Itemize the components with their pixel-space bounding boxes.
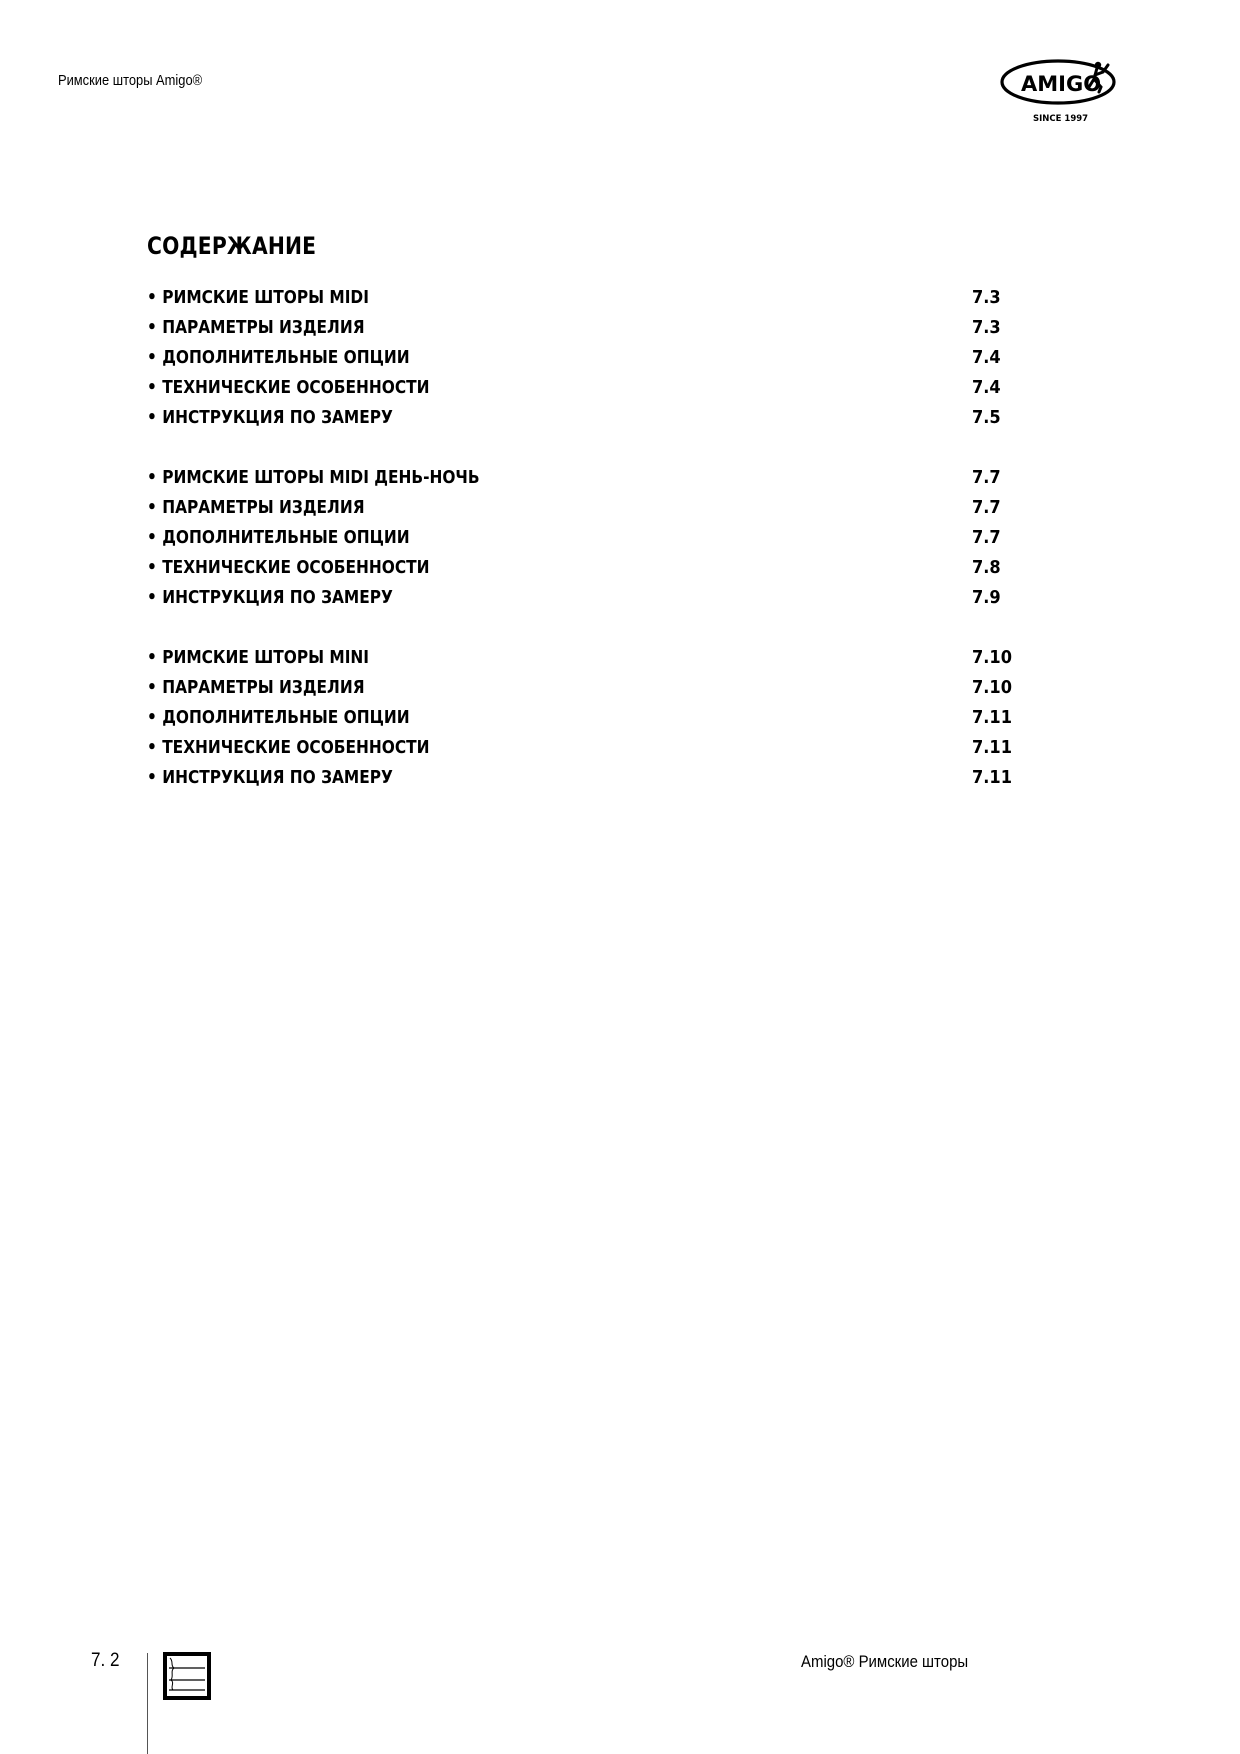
toc-entry-page: 7.4	[972, 377, 1001, 398]
toc-entry-page: 7.10	[972, 647, 1012, 668]
toc-entry-page: 7.3	[972, 317, 1001, 338]
toc-entry-label: • ДОПОЛНИТЕЛЬНЫЕ ОПЦИИ	[147, 707, 410, 728]
toc-entry-label: • ИНСТРУКЦИЯ ПО ЗАМЕРУ	[147, 407, 393, 428]
toc-title: СОДЕРЖАНИЕ	[147, 232, 317, 260]
toc-entry-page: 7.10	[972, 677, 1012, 698]
toc-entry-label: • РИМСКИЕ ШТОРЫ MIDI ДЕНЬ-НОЧЬ	[147, 467, 480, 488]
logo-wordmark: AMIGO	[1021, 72, 1102, 96]
toc-entry[interactable]	[147, 463, 1007, 493]
header-title: Римские шторы Amigo®	[58, 72, 203, 89]
page-number: 7. 2	[91, 1650, 120, 1671]
roman-shade-icon	[163, 1652, 211, 1700]
toc-group-midi-day-night	[147, 463, 1007, 613]
toc-entry-page: 7.7	[972, 497, 1001, 518]
toc-entry-page: 7.11	[972, 737, 1012, 758]
toc-entry[interactable]	[147, 373, 1007, 403]
toc-entry-label: • ТЕХНИЧЕСКИЕ ОСОБЕННОСТИ	[147, 377, 430, 398]
toc-entry[interactable]	[147, 553, 1007, 583]
toc-entry[interactable]	[147, 763, 1012, 793]
footer-divider	[147, 1653, 148, 1754]
toc-entry-label: • ПАРАМЕТРЫ ИЗДЕЛИЯ	[147, 677, 365, 698]
toc-entry-page: 7.11	[972, 707, 1012, 728]
toc-entry-label: • ПАРАМЕТРЫ ИЗДЕЛИЯ	[147, 317, 365, 338]
toc-entry-label: • ТЕХНИЧЕСКИЕ ОСОБЕННОСТИ	[147, 557, 430, 578]
toc-entry[interactable]	[147, 283, 1007, 313]
toc-entry-page: 7.9	[972, 587, 1001, 608]
toc-entry[interactable]	[147, 343, 1007, 373]
toc-entry-label: • ИНСТРУКЦИЯ ПО ЗАМЕРУ	[147, 767, 393, 788]
toc-entry-label: • ТЕХНИЧЕСКИЕ ОСОБЕННОСТИ	[147, 737, 430, 758]
footer-brand: Amigo® Римские шторы	[801, 1652, 969, 1671]
toc-entry[interactable]	[147, 313, 1007, 343]
toc-entry-page: 7.5	[972, 407, 1001, 428]
toc-entry[interactable]	[147, 733, 1012, 763]
toc-entry-page: 7.3	[972, 287, 1001, 308]
toc-entry[interactable]	[147, 523, 1007, 553]
toc-entry[interactable]	[147, 703, 1012, 733]
toc-entry-page: 7.7	[972, 527, 1001, 548]
toc-entry-page: 7.7	[972, 467, 1001, 488]
toc-entry-label: • ДОПОЛНИТЕЛЬНЫЕ ОПЦИИ	[147, 527, 410, 548]
toc-entry[interactable]	[147, 493, 1007, 523]
logo-tagline: SINCE 1997	[1033, 114, 1089, 124]
toc-group-mini	[147, 643, 1012, 793]
toc-entry-label: • РИМСКИЕ ШТОРЫ MINI	[147, 647, 370, 668]
toc-entry[interactable]	[147, 403, 1007, 433]
toc-entry[interactable]	[147, 583, 1007, 613]
toc-entry-label: • ДОПОЛНИТЕЛЬНЫЕ ОПЦИИ	[147, 347, 410, 368]
table-of-contents	[147, 283, 1012, 823]
amigo-logo	[1000, 54, 1126, 126]
toc-entry-label: • ПАРАМЕТРЫ ИЗДЕЛИЯ	[147, 497, 365, 518]
toc-group-midi	[147, 283, 1007, 433]
toc-entry-label: • ИНСТРУКЦИЯ ПО ЗАМЕРУ	[147, 587, 393, 608]
toc-entry-page: 7.8	[972, 557, 1001, 578]
toc-entry-page: 7.4	[972, 347, 1001, 368]
toc-entry-page: 7.11	[972, 767, 1012, 788]
toc-entry[interactable]	[147, 673, 1012, 703]
toc-entry-label: • РИМСКИЕ ШТОРЫ MIDI	[147, 287, 369, 308]
toc-entry[interactable]	[147, 643, 1012, 673]
